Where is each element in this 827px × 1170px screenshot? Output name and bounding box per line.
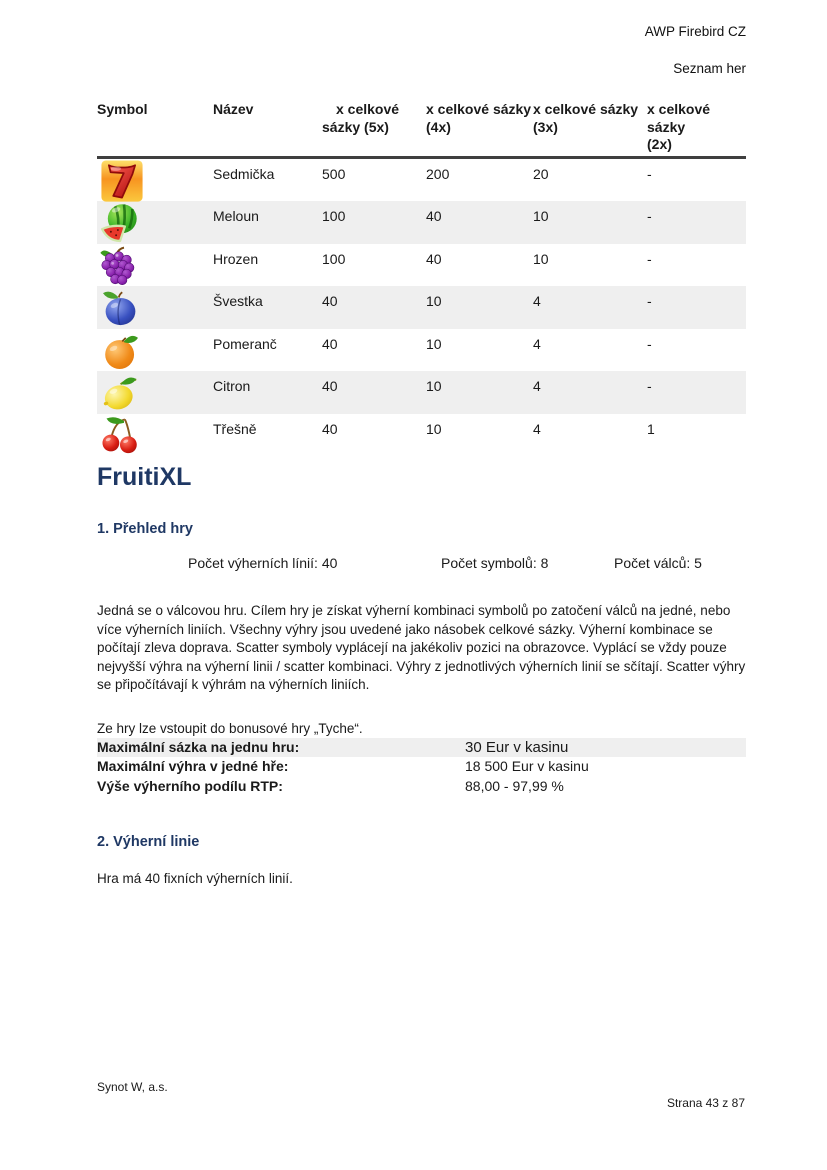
value-5x: 40 (322, 293, 338, 309)
symbol-cell (97, 414, 213, 457)
table-row (97, 201, 746, 244)
table-row (97, 414, 746, 457)
col-header-x4: x celkové sázky (4x) (426, 101, 532, 135)
value-2x: - (647, 165, 652, 182)
info-value: 18 500 Eur v kasinu (465, 758, 589, 775)
symbol-cell (97, 244, 213, 287)
symbol-name: Hrozen (213, 250, 259, 267)
plum-icon (99, 287, 142, 329)
col-header-x2: x celkové sázky (2x) (647, 101, 711, 152)
value-4x: 10 (426, 378, 442, 394)
info-row-rtp (97, 777, 746, 796)
info-label: Maximální výhra v jedné hře: (97, 758, 289, 775)
footer-page-number: Strana 43 z 87 (666, 1096, 745, 1110)
orange-icon (99, 330, 142, 372)
doc-header-title: AWP Firebird CZ (644, 24, 746, 39)
value-2x: - (647, 335, 652, 352)
value-2x: - (647, 250, 652, 267)
symbol-cell (97, 286, 213, 329)
footer-company: Synot W, a.s. (97, 1080, 168, 1094)
table-row (97, 286, 746, 329)
info-label: Maximální sázka na jednu hru: (97, 739, 300, 755)
value-2x: - (647, 378, 652, 394)
section-heading-paylines: 2. Výherní linie (97, 834, 200, 850)
table-row (97, 329, 746, 372)
seven-icon (99, 160, 145, 202)
symbol-cell (97, 371, 213, 414)
symbol-name: Citron (213, 378, 251, 394)
value-2x: - (647, 293, 652, 309)
paylines-text: Hra má 40 fixních výherních linií. (97, 871, 293, 886)
grapes-icon (99, 245, 142, 287)
value-2x: 1 (647, 420, 655, 437)
value-5x: 100 (322, 208, 346, 224)
value-5x: 500 (322, 165, 346, 182)
info-value: 88,00 - 97,99 % (465, 777, 564, 794)
game-info-table (97, 738, 746, 796)
watermelon-icon (99, 202, 142, 244)
symbol-name: Sedmička (213, 165, 275, 182)
game-description: Jedná se o válcovou hru. Cílem hry je získat výherní kombinaci symbolů po zatočení válců na jedné, nebo více výherních liniích. Všechny výhry jsou uvedené jako násobek celkové sázky. Výherní kombinace se počítají zleva doprava. Scatter symboly vyplácejí na jakékoliv pozici na obrazovce. Vyplácí se vždy pouze nejvyšší výhra na výherní linii / scatter kombinaci. Výhry z jednotlivých výherních linií se sčítají. Scatter výhry se připočítávají k výhrám na výherních liniích. (97, 603, 746, 693)
value-2x: - (647, 208, 652, 224)
value-3x: 4 (533, 378, 541, 394)
symbol-name: Třešně (213, 420, 257, 437)
symbol-cell (97, 329, 213, 372)
value-3x: 4 (533, 420, 541, 437)
cherries-icon (99, 415, 142, 457)
value-5x: 40 (322, 378, 338, 394)
game-stats (97, 555, 746, 575)
value-4x: 200 (426, 165, 450, 182)
col-header-name: Název (213, 101, 254, 117)
col-header-x5: x celkové sázky (5x) (322, 101, 400, 135)
info-value: 30 Eur v kasinu (465, 739, 569, 756)
value-3x: 4 (533, 293, 541, 309)
paytable-header-row (97, 101, 746, 159)
bonus-note: Ze hry lze vstoupit do bonusové hry „Tyche“. (97, 721, 363, 736)
table-row (97, 159, 746, 202)
col-header-symbol: Symbol (97, 101, 148, 117)
value-3x: 10 (533, 250, 549, 267)
value-3x: 4 (533, 335, 541, 352)
value-5x: 100 (322, 250, 346, 267)
symbol-name: Meloun (213, 208, 259, 224)
value-5x: 40 (322, 335, 338, 352)
symbol-name: Pomeranč (213, 335, 277, 352)
paytable (97, 101, 746, 456)
stat-reels: Počet válců: 5 (614, 555, 702, 571)
table-row (97, 371, 746, 414)
value-4x: 10 (426, 335, 442, 352)
value-4x: 40 (426, 250, 442, 267)
stat-paylines: Počet výherních línií: 40 (188, 555, 338, 571)
symbol-cell (97, 201, 213, 244)
stat-symbols: Počet symbolů: 8 (441, 555, 549, 571)
value-3x: 10 (533, 208, 549, 224)
page-title: FruitiXL (97, 463, 192, 491)
col-header-x3: x celkové sázky (3x) (533, 101, 639, 135)
value-4x: 10 (426, 420, 442, 437)
symbol-cell (97, 159, 213, 202)
info-row-max-bet (97, 738, 746, 757)
section-heading-overview: 1. Přehled hry (97, 521, 193, 537)
value-3x: 20 (533, 165, 549, 182)
value-4x: 10 (426, 293, 442, 309)
symbol-name: Švestka (213, 293, 263, 309)
table-row (97, 244, 746, 287)
doc-header-subtitle: Seznam her (673, 61, 746, 76)
lemon-icon (99, 372, 142, 414)
info-row-max-win (97, 757, 746, 776)
info-label: Výše výherního podílu RTP: (97, 777, 283, 794)
value-4x: 40 (426, 208, 442, 224)
value-5x: 40 (322, 420, 338, 437)
